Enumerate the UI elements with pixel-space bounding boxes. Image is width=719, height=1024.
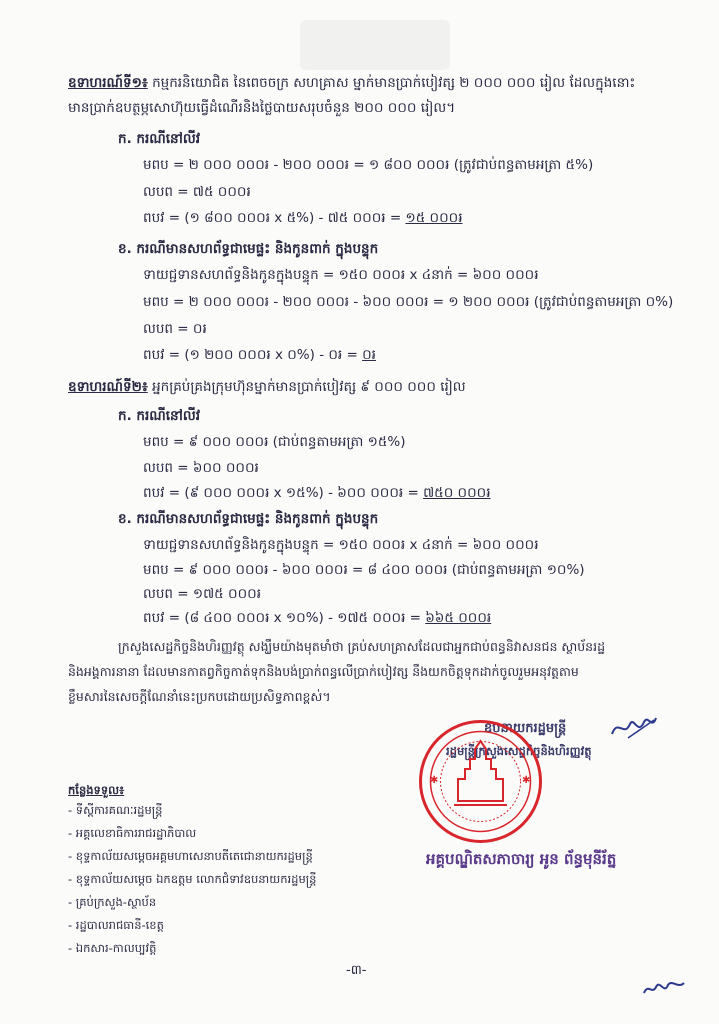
signature-role-line1: ឧបនាយករដ្ឋមន្ត្រី: [484, 721, 567, 736]
list-item: - ឯកសារ-កាលប្បវត្តិ: [68, 941, 157, 955]
signatory-name: អគ្គបណ្ឌិតសភាចារ្យ អូន ព័ន្ធមុនីរ័ត្ន: [426, 850, 617, 868]
example2-text-line1: អ្នកគ្រប់គ្រងក្រុមហ៊ុនម្នាក់មានប្រាក់បៀវត្ស ៩ ០០០ ០០០ រៀល: [152, 379, 466, 395]
example1-case-a-title: ក. ករណីនៅលីវ: [118, 131, 201, 147]
example1-case-a-line1: មពប = ២ ០០០ ០០០៛ - ២០០ ០០០៛ = ១ ៨០០ ០០០៛ (ត្រូវជាប់ពន្ធតាមអត្រា ៥%): [143, 157, 594, 173]
example1-case-b-line3: លបព = ០៛: [143, 321, 207, 337]
example2-case-a-line3: [143, 484, 491, 502]
example2-case-b-line1: ទាយជ្ជទានសហព័ទ្ធនិងកូនក្នុងបន្ទុក = ១៥០ ០០០៛ x ៤នាក់ = ៦០០ ០០០៛: [143, 537, 539, 553]
svg-text:✱: ✱: [522, 775, 531, 786]
example2-case-b-result: ៦៦៥ ០០០៛: [425, 610, 492, 626]
list-item: - គ្រប់ក្រសួង-ស្ថាប័ន: [68, 895, 157, 909]
list-item: - ខុទ្ទកាល័យសម្តេច ឯកឧត្តម លោកជំទាវឧបនាយករដ្ឋមន្ត្រី: [68, 872, 317, 886]
example1-text-line1: កម្មករនិយោជិត នៃពេចចក្រ សហគ្រាស ម្នាក់មានប្រាក់បៀវត្ស ២ ០០០ ០០០ រៀល ដែលក្នុងនោះ: [152, 75, 636, 91]
example1-case-b-line2: មពប = ២ ០០០ ០០០៛ - ២០០ ០០០៛ - ៦០០ ០០០៛ = ១ ២០០ ០០០៛ (ត្រូវជាប់ពន្ធតាមអត្រា ០%): [143, 294, 674, 310]
example2-case-a-title: ក. ករណីនៅលីវ: [118, 408, 201, 424]
example2-case-b-line2: មពប = ៩ ០០០ ០០០៛ - ៦០០ ០០០៛ = ៨ ៤០០ ០០០៛ (ជាប់ពន្ធតាមអត្រា ១០%): [143, 562, 585, 578]
handwritten-signature-icon: [608, 712, 660, 742]
example2-case-b-line3: លបព = ១៧៥ ០០០៛: [143, 586, 261, 602]
list-item: - រដ្ឋបាលរាជធានី-ខេត្ត: [68, 918, 164, 932]
example1-text-line2: មានប្រាក់ឧបត្ថម្ភសោហ៊ុយធ្វើដំណើរនិងថ្លៃបាយសរុបចំនួន ២០០ ០០០ រៀល។: [68, 100, 456, 116]
example2-case-a-line3-prefix: ពបវ = (៩ ០០០ ០០០៛ x ១៥%) - ៦០០ ០០០៛ =: [143, 485, 424, 501]
example1-case-b-result: ០៛: [362, 347, 376, 363]
initials-mark-icon: [640, 975, 688, 1001]
example2-heading: ឧទាហរណ៍ទី២៖: [68, 379, 148, 395]
example1-paragraph-line1: [68, 74, 635, 92]
example1-case-b-title: ខ. ករណីមានសហព័ទ្ធជាមេផ្ទះ និងកូនពាក់ ក្នុងបន្ទុក: [118, 241, 379, 257]
example2-paragraph-line1: [68, 378, 466, 396]
example1-heading: ឧទាហរណ៍ទី១៖: [68, 75, 148, 91]
example1-case-b-line4-prefix: ពបវ = (១ ២០០ ០០០៛ x ០%) - ០៛ =: [143, 347, 363, 363]
signature-role-line2: រដ្ឋមន្ត្រីក្រសួងសេដ្ឋកិច្ចនិងហិរញ្ញវត្ថុ: [446, 744, 592, 758]
recipients-title: កន្លែងទទួល៖: [68, 783, 125, 797]
example1-case-a-line2: លបព = ៧៥ ០០០៛: [143, 184, 251, 200]
svg-text:✱: ✱: [430, 775, 439, 786]
conclusion-line3: ខ្លឹមសារនៃសេចក្តីណែនាំនេះប្រកបដោយប្រសិទ្ធភាពខ្ពស់។: [68, 689, 331, 704]
example1-case-b-line4: [143, 346, 376, 364]
page-number: -៣-: [346, 963, 367, 978]
example2-case-a-result: ៧៥០ ០០០៛: [423, 485, 491, 501]
example1-case-a-result: ១៥ ០០០៛: [405, 210, 463, 226]
example1-case-b-line1: ទាយជ្ជទានសហព័ទ្ធនិងកូនក្នុងបន្ទុក = ១៥០ ០០០៛ x ៤នាក់ = ៦០០ ០០០៛: [143, 267, 539, 283]
example2-case-b-line4: [143, 609, 491, 627]
example2-case-a-line2: លបព = ៦០០ ០០០៛: [143, 460, 259, 476]
faint-watermark: [300, 20, 450, 70]
conclusion-line2: និងអង្គការនានា ដែលមានកាតព្វកិច្ចកាត់ទុកនិងបង់ប្រាក់ពន្ធលើប្រាក់បៀវត្ស នឹងយកចិត្តទុកដាក់ចូលរួមអនុវត្តតាម: [68, 664, 579, 679]
list-item: - អគ្គលេខាធិការរាជរដ្ឋាភិបាល: [68, 826, 197, 840]
example2-case-b-line4-prefix: ពបវ = (៨ ៤០០ ០០០៛ x ១០%) - ១៧៥ ០០០៛ =: [143, 610, 426, 626]
list-item: - ទីស្តីការគណៈរដ្ឋមន្ត្រី: [68, 803, 163, 817]
example2-case-a-line1: មពប = ៩ ០០០ ០០០៛ (ជាប់ពន្ធតាមអត្រា ១៥%): [143, 434, 406, 450]
official-seal-icon: [418, 719, 543, 844]
example1-case-a-line3: [143, 209, 463, 227]
conclusion-line1: ក្រសួងសេដ្ឋកិច្ចនិងហិរញ្ញវត្ថុ សង្ឃឹមយ៉ាងមុតមាំថា គ្រប់សហគ្រាសដែលជាអ្នកជាប់ពន្ធនិវាសនជន ស្ថាប័នរដ្ឋ: [118, 639, 606, 654]
list-item: - ខុទ្ទកាល័យសម្តេចអគ្គមហាសេនាបតីតេជោនាយករដ្ឋមន្ត្រី: [68, 849, 313, 863]
example2-case-b-title: ខ. ករណីមានសហព័ទ្ធជាមេផ្ទះ និងកូនពាក់ ក្នុងបន្ទុក: [118, 511, 379, 527]
example1-case-a-line3-prefix: ពបវ = (១ ៨០០ ០០០៛ x ៥%) - ៧៥ ០០០៛ =: [143, 210, 406, 226]
